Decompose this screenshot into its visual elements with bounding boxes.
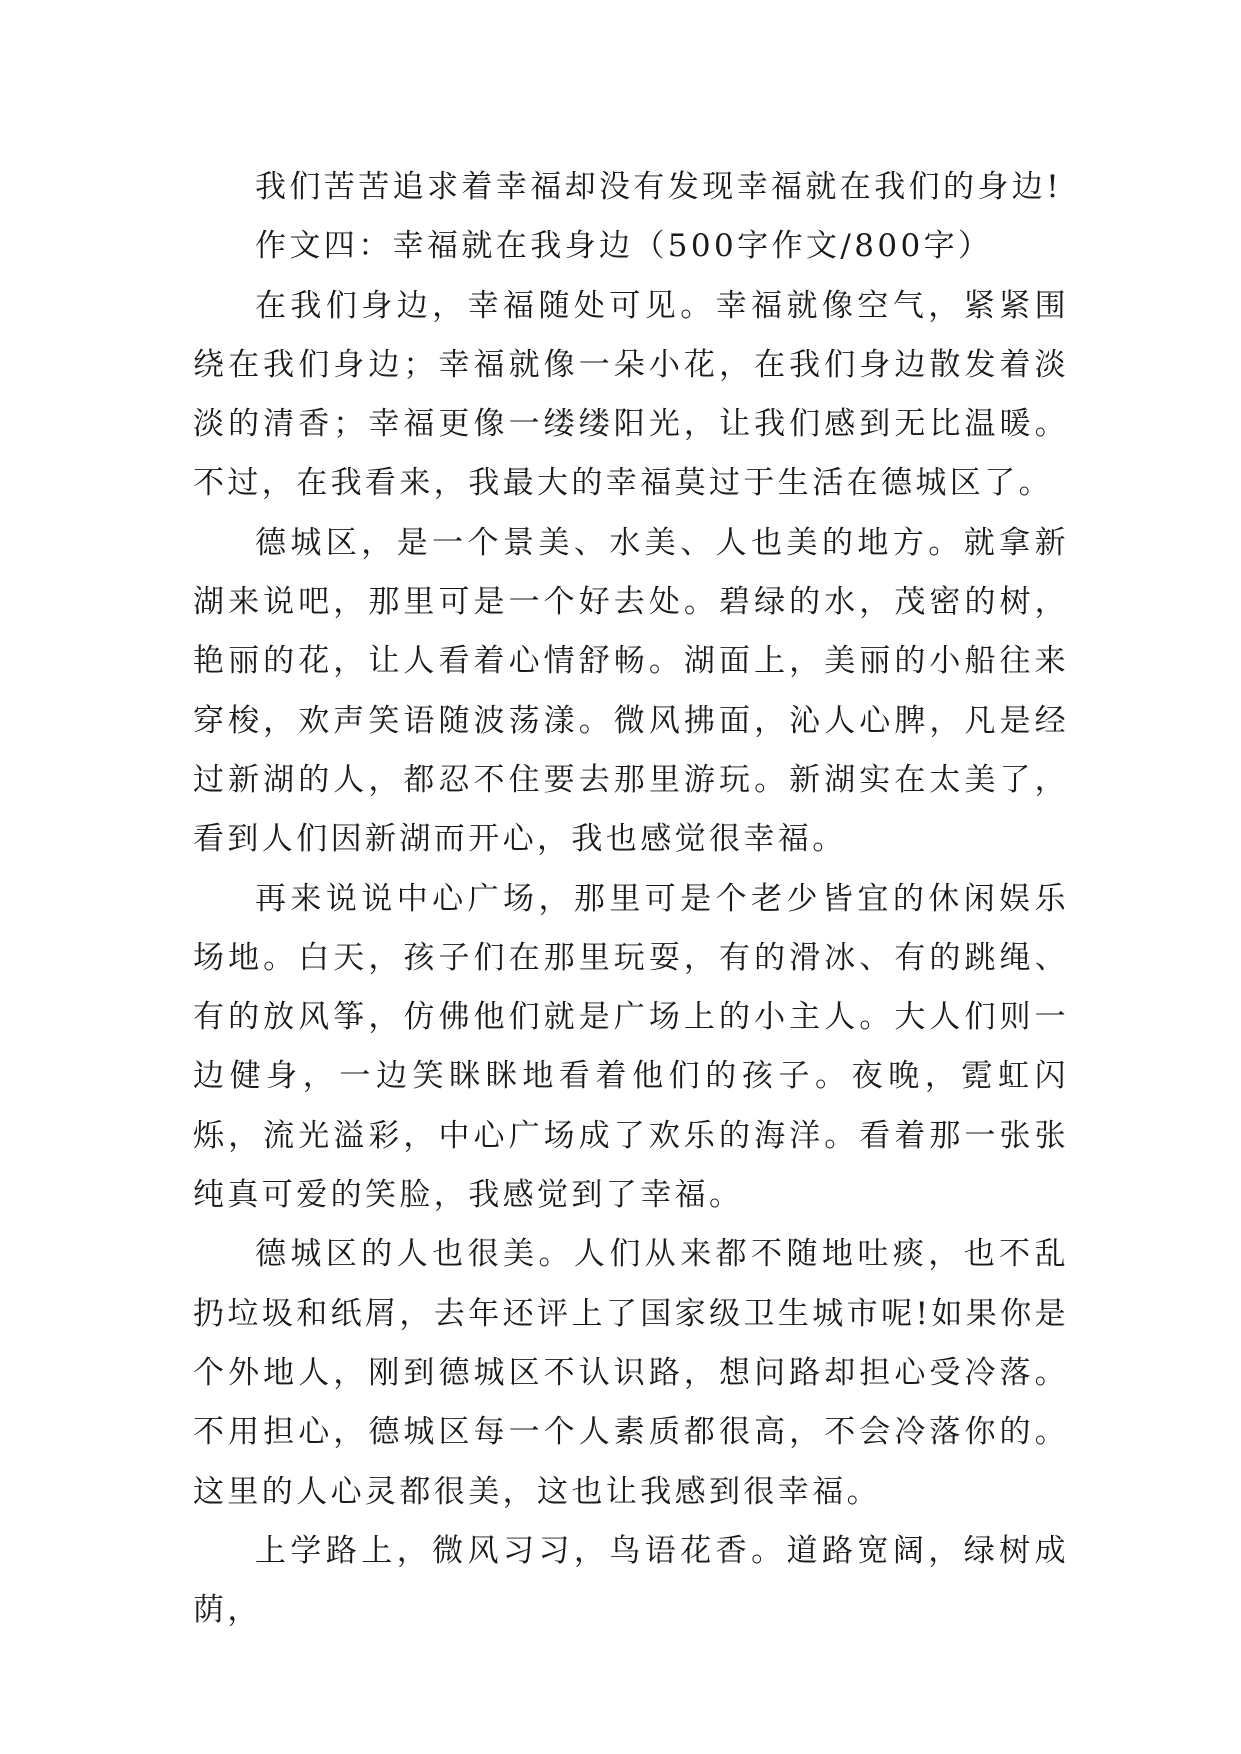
paragraph-school-road: 上学路上，微风习习，鸟语花香。道路宽阔，绿树成荫，	[193, 1532, 1069, 1629]
paragraph-central-square: 再来说说中心广场，那里可是个老少皆宜的休闲娱乐场地。白天，孩子们在那里玩耍，有的滑冰、有的跳绳、有的放风筝，仿佛他们就是广场上的小主人。大人们则一边健身，一边笑眯眯地看着他们的孩子。夜晚，霓虹闪烁，流光溢彩，中心广场成了欢乐的海洋。看着那一张张纯真可爱的笑脸，我感觉到了幸福。	[193, 880, 1069, 1214]
paragraph-closing-line: 我们苦苦追求着幸福却没有发现幸福就在我们的身边!	[255, 169, 1063, 205]
paragraph-new-lake: 德城区，是一个景美、水美、人也美的地方。就拿新湖来说吧，那里可是一个好去处。碧绿的水，茂密的树，艳丽的花，让人看着心情舒畅。湖面上，美丽的小船往来穿梭，欢声笑语随波荡漾。微风拂面，沁人心脾，凡是经过新湖的人，都忍不住要去那里游玩。新湖实在太美了，看到人们因新湖而开心，我也感觉很幸福。	[193, 524, 1069, 858]
essay-heading: 作文四：幸福就在我身边（500字作文/800字）	[255, 228, 993, 265]
paragraph-intro: 在我们身边，幸福随处可见。幸福就像空气，紧紧围绕在我们身边；幸福就像一朵小花，在我们身边散发着淡淡的清香；幸福更像一缕缕阳光，让我们感到无比温暖。不过，在我看来，我最大的幸福莫过于生活在德城区了。	[193, 287, 1069, 502]
article-body	[193, 158, 1069, 1640]
paragraph-people: 德城区的人也很美。人们从来都不随地吐痰，也不乱扔垃圾和纸屑，去年还评上了国家级卫生城市呢!如果你是个外地人，刚到德城区不认识路，想问路却担心受冷落。不用担心，德城区每一个人素质都很高，不会冷落你的。这里的人心灵都很美，这也让我感到很幸福。	[193, 1236, 1069, 1510]
